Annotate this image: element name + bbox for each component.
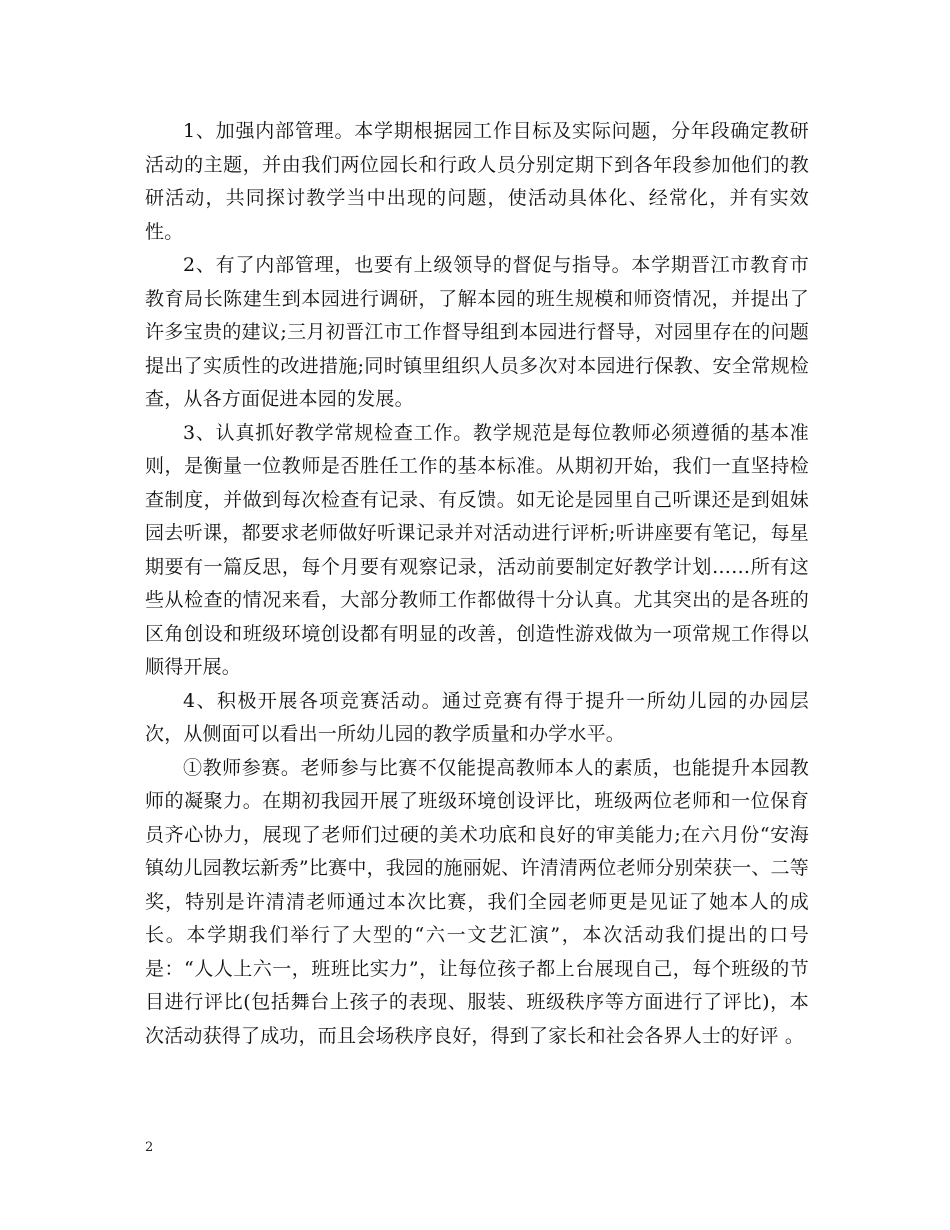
- paragraph-internal-management: 1、加强内部管理。本学期根据园工作目标及实际问题，分年段确定教研活动的主题，并由我们两位园长和行政人员分别定期下到各年段参加他们的教研活动，共同探讨教学当中出现的问题，使活动具体化、经常化，并有实效性。: [145, 120, 809, 243]
- paragraph-supervision: 2、有了内部管理，也要有上级领导的督促与指导。本学期晋江市教育市教育局长陈建生到本园进行调研，了解本园的班生规模和师资情况，并提出了许多宝贵的建议;三月初晋江市工作督导组到本园进行督导，对园里存在的问题提出了实质性的改进措施;同时镇里组织人员多次对本园进行保教、安全常规检查，从各方面促进本园的发展。: [145, 254, 809, 410]
- document-body: [145, 115, 809, 1053]
- paragraph-competitions: 4、积极开展各项竞赛活动。通过竞赛有得于提升一所幼儿园的办园层次，从侧面可以看出一所幼儿园的教学质量和办学水平。: [145, 689, 809, 745]
- paragraph-teacher-contests: ①教师参赛。老师参与比赛不仅能提高教师本人的素质，也能提升本园教师的凝聚力。在期初我园开展了班级环境创设评比，班级两位老师和一位保育员齐心协力，展现了老师们过硬的美术功底和良好的审美能力;在六月份“安海镇幼儿园教坛新秀”比赛中，我园的施丽妮、许清清两位老师分别荣获一、二等奖，特别是许清清老师通过本次比赛，我们全园老师更是见证了她本人的成长。本学期我们举行了大型的“六一文艺汇演”，本次活动我们提出的口号是：“人人上六一，班班比实力”，让每位孩子都上台展现自己，每个班级的节目进行评比(包括舞台上孩子的表现、服装、班级秩序等方面进行了评比)，本次活动获得了成功，而且会场秩序良好，得到了家长和社会各界人士的好评 。: [145, 756, 809, 1047]
- page-number: 2: [145, 1140, 154, 1155]
- paragraph-routine-inspection: 3、认真抓好教学常规检查工作。教学规范是每位教师必须遵循的基本准则，是衡量一位教师是否胜任工作的基本标准。从期初开始，我们一直坚持检查制度，并做到每次检查有记录、有反馈。如无论是园里自己听课还是到姐妹园去听课，都要求老师做好听课记录并对活动进行评析;听讲座要有笔记，每星期要有一篇反思，每个月要有观察记录，活动前要制定好教学计划……所有这些从检查的情况来看，大部分教师工作都做得十分认真。尤其突出的是各班的区角创设和班级环境创设都有明显的改善，创造性游戏做为一项常规工作得以顺得开展。: [145, 421, 809, 678]
